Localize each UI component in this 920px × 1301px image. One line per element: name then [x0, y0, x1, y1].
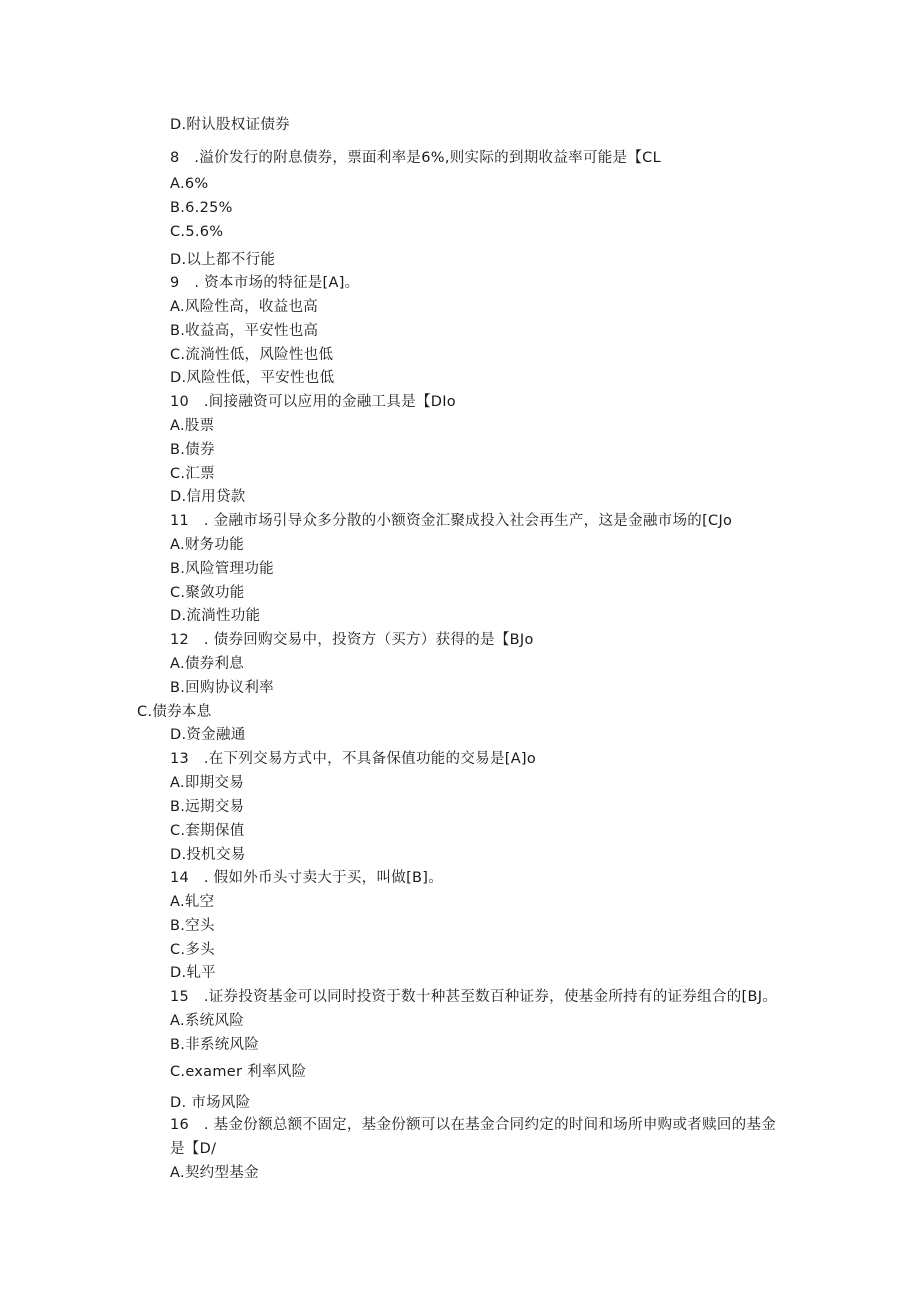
answer-option: B.债券	[170, 442, 215, 458]
answer-option: B.6.25%	[170, 200, 233, 216]
answer-option: D. 市场风险	[170, 1095, 251, 1111]
answer-option: A.契约型基金	[170, 1165, 259, 1181]
answer-option: D.投机交易	[170, 847, 246, 863]
answer-option: C.套期保值	[170, 823, 245, 839]
answer-option: C.多头	[170, 942, 215, 958]
answer-option: D.轧平	[170, 965, 216, 981]
question-text: 11 . 金融市场引导众多分散的小额资金汇聚成投入社会再生产，这是金融市场的[CJo	[170, 513, 733, 529]
answer-option: B.非系统风险	[170, 1037, 260, 1053]
answer-option: D.风险性低，平安性也低	[170, 370, 335, 386]
answer-option: B.空头	[170, 918, 215, 934]
question-text: 16 . 基金份额总额不固定，基金份额可以在基金合同约定的时间和场所申购或者赎回的基金是【D/	[170, 1117, 777, 1157]
answer-option: A.6%	[170, 176, 209, 192]
answer-option: C.5.6%	[170, 224, 224, 240]
answer-option: B.回购协议利率	[170, 680, 274, 696]
answer-option: B.收益高，平安性也高	[170, 323, 319, 339]
answer-option: A.即期交易	[170, 775, 245, 791]
answer-option: A.股票	[170, 418, 215, 434]
answer-option: A.债券利息	[170, 656, 245, 672]
answer-option: A.系统风险	[170, 1013, 245, 1029]
answer-option: B.风险管理功能	[170, 561, 274, 577]
answer-option: A.财务功能	[170, 537, 245, 553]
question-text: 8 .溢价发行的附息债券，票面利率是6%,则实际的到期收益率可能是【CL	[170, 150, 661, 166]
answer-option: A.轧空	[170, 894, 215, 910]
answer-option: C.聚敛功能	[170, 585, 245, 601]
question-text: 13 .在下列交易方式中，不具备保值功能的交易是[A]o	[170, 751, 537, 767]
question-text: 15 .证券投资基金可以同时投资于数十种甚至数百种证券，使基金所持有的证券组合的[BJ。	[170, 989, 778, 1005]
question-text: 14 . 假如外币头寸卖大于买，叫做[B]。	[170, 870, 444, 886]
answer-option: D.附认股权证债券	[170, 117, 290, 133]
question-text: 9 . 资本市场的特征是[A]。	[170, 275, 360, 291]
answer-option: D.资金融通	[170, 727, 246, 743]
answer-option: C.examer 利率风险	[170, 1064, 307, 1080]
answer-option: D.以上都不行能	[170, 252, 276, 268]
answer-option: B.远期交易	[170, 799, 245, 815]
answer-option: C.债券本息	[137, 704, 212, 720]
question-text: 12 . 债券回购交易中，投资方（买方）获得的是【BJo	[170, 632, 534, 648]
answer-option: D.流淌性功能	[170, 608, 261, 624]
question-text: 10 .间接融资可以应用的金融工具是【DIo	[170, 394, 456, 410]
answer-option: D.信用贷款	[170, 489, 246, 505]
answer-option: C.流淌性低，风险性也低	[170, 347, 334, 363]
answer-option: C.汇票	[170, 466, 215, 482]
answer-option: A.风险性高，收益也高	[170, 299, 319, 315]
